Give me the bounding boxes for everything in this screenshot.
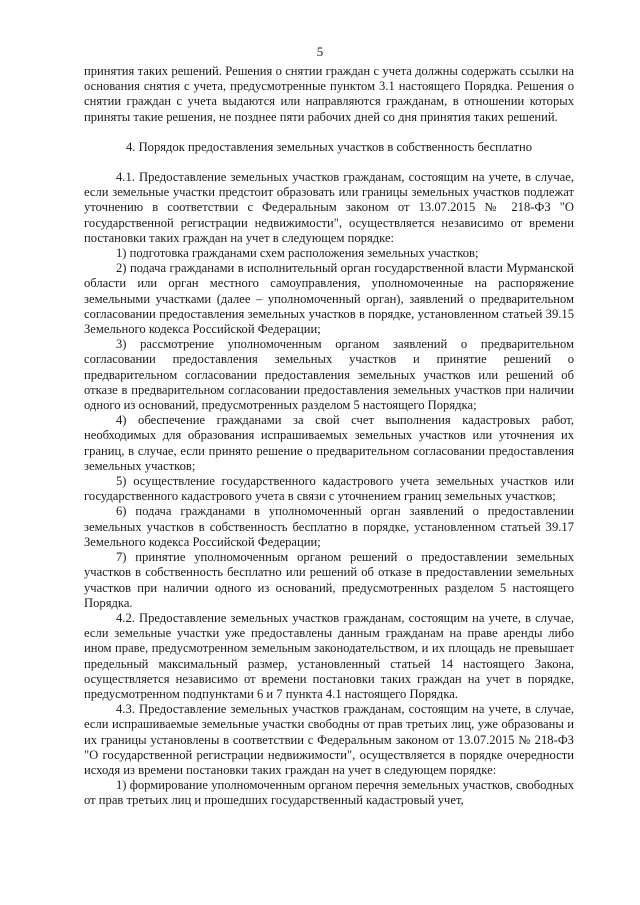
clause-4-1: 4.1. Предоставление земельных участков гражданам, состоящим на учете, в случае, если земельные участки предстоит образовать или границы земельных участков подлежат уточнению в соответствии с Федеральным законом от 13.07.2015 № 218-ФЗ "О государственной регистрации недвижимости", осуществляется независимо от времени постановки таких граждан на учет в следующем порядке: <box>84 170 574 245</box>
clause-4-3-item-1: 1) формирование уполномоченным органом перечня земельных участков, свободных от прав третьих лиц и прошедших государственный кадастровый учет, <box>84 778 574 808</box>
intro-paragraph: принятия таких решений. Решения о снятии граждан с учета должны содержать ссылки на основания снятия с учета, предусмотренные пунктом 3.1 настоящего Порядка. Решения о снятии граждан с учета выдаются или направляются гражданам, в отношении которых приняты такие решения, не позднее пяти рабочих дней со дня принятия таких решений. <box>84 64 574 124</box>
clause-4-1-item-7: 7) принятие уполномоченным органом решений о предоставлении земельных участков в собственность бесплатно или решений об отказе в предоставлении земельных участков при наличии одного из оснований, предусмотренных разделом 5 настоящего Порядка. <box>84 550 574 610</box>
clause-4-1-item-1: 1) подготовка гражданами схем расположения земельных участков; <box>116 246 479 261</box>
clause-4-3: 4.3. Предоставление земельных участков гражданам, состоящим на учете, в случае, если испрашиваемые земельные участки свободны от прав третьих лиц, уже образованы и их границы установлены в соответствии с Федеральным законом от 13.07.2015 № 218-ФЗ "О государственной регистрации недвижимости", осуществляется в порядке очередности исходя из времени постановки таких граждан на учет в следующем порядке: <box>84 702 574 777</box>
clause-4-1-item-2: 2) подача гражданами в исполнительный орган государственной власти Мурманской области или орган местного самоуправления, уполномоченные на распоряжение земельными участками (далее – уполномоченный орган), заявлений о предварительном согласовании предоставления земельных участков в порядке, установленном статьей 39.15 Земельного кодекса Российской Федерации; <box>84 261 574 337</box>
clause-4-1-item-6: 6) подача гражданами в уполномоченный орган заявлений о предоставлении земельных участков в собственность бесплатно в порядке, установленном статьей 39.17 Земельного кодекса Российской Федерации; <box>84 504 574 549</box>
section-heading: 4. Порядок предоставления земельных участков в собственность бесплатно <box>125 139 532 154</box>
clause-4-1-item-5: 5) осуществление государственного кадастрового учета земельных участков или государственного кадастрового учета в связи с уточнением границ земельных участков; <box>84 474 574 504</box>
clause-4-1-item-4: 4) обеспечение гражданами за свой счет выполнения кадастровых работ, необходимых для образования испрашиваемых земельных участков или уточнения их границ, в случае, если принято решение о предварительном согласовании предоставления земельных участков; <box>84 413 574 473</box>
clause-4-2: 4.2. Предоставление земельных участков гражданам, состоящим на учете, в случае, если земельные участки уже предоставлены данным гражданам на праве аренды либо ином праве, предусмотренном земельным законодательством, и их площадь не превышает предельный максимальный размер, установленный статьей 14 настоящего Закона, осуществляется независимо от времени постановки таких граждан на учет в порядке, предусмотренном подпунктами 6 и 7 пункта 4.1 настоящего Порядка. <box>84 610 574 701</box>
page-number: 5 <box>316 44 324 59</box>
clause-4-1-item-3: 3) рассмотрение уполномоченным органом заявлений о предварительном согласовании предоставления земельных участков и принятие решений о предварительном согласовании предоставления земельных участков или решений об отказе в предварительном согласовании предоставления земельных участков при наличии одного из оснований, предусмотренных разделом 5 настоящего Порядка; <box>84 337 574 413</box>
document-body <box>84 64 574 809</box>
